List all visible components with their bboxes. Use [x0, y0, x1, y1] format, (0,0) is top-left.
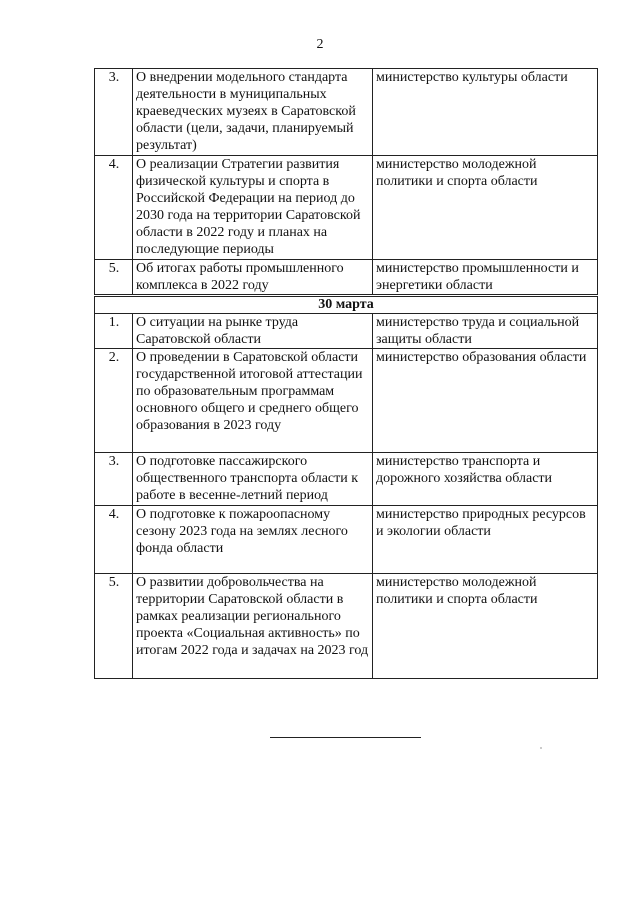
row-number: 3. [95, 69, 133, 156]
row-topic: О проведении в Саратовской области государственной итоговой аттестации по образовательным программам основного общего и среднего общего образования в 2023 году [133, 349, 373, 453]
table-row [95, 69, 598, 156]
row-responsible: министерство молодежной политики и спорта области [373, 156, 598, 260]
scan-speck [540, 747, 542, 749]
row-responsible: министерство транспорта и дорожного хозяйства области [373, 453, 598, 506]
table-row [95, 506, 598, 574]
row-number: 1. [95, 314, 133, 349]
agenda-table [94, 68, 598, 679]
row-topic: О подготовке к пожароопасному сезону 2023 года на землях лесного фонда области [133, 506, 373, 574]
row-topic: О внедрении модельного стандарта деятельности в муниципальных краеведческих музеях в Саратовской области (цели, задачи, планируемый результат) [133, 69, 373, 156]
row-topic: Об итогах работы промышленного комплекса в 2022 году [133, 260, 373, 296]
table-row [95, 314, 598, 349]
section-heading-row [95, 296, 598, 314]
table-row [95, 349, 598, 453]
closing-rule [270, 737, 421, 738]
row-number: 4. [95, 156, 133, 260]
row-number: 2. [95, 349, 133, 453]
section-heading: 30 марта [95, 296, 598, 314]
row-responsible: министерство промышленности и энергетики области [373, 260, 598, 296]
row-number: 5. [95, 260, 133, 296]
table-row [95, 574, 598, 679]
page-number: 2 [316, 37, 324, 52]
row-responsible: министерство культуры области [373, 69, 598, 156]
row-responsible: министерство природных ресурсов и экологии области [373, 506, 598, 574]
row-topic: О реализации Стратегии развития физической культуры и спорта в Российской Федерации на период до 2030 года на территории Саратовской области в 2022 году и планах на последующие периоды [133, 156, 373, 260]
table-row [95, 156, 598, 260]
row-topic: О ситуации на рынке труда Саратовской области [133, 314, 373, 349]
row-responsible: министерство труда и социальной защиты области [373, 314, 598, 349]
row-number: 5. [95, 574, 133, 679]
row-responsible: министерство образования области [373, 349, 598, 453]
row-number: 4. [95, 506, 133, 574]
table-row [95, 453, 598, 506]
row-number: 3. [95, 453, 133, 506]
row-responsible: министерство молодежной политики и спорта области [373, 574, 598, 679]
table-row [95, 260, 598, 296]
row-topic: О подготовке пассажирского общественного транспорта области к работе в весенне-летний период [133, 453, 373, 506]
row-topic: О развитии добровольчества на территории Саратовской области в рамках реализации регионального проекта «Социальная активность» по итогам 2022 года и задачах на 2023 год [133, 574, 373, 679]
